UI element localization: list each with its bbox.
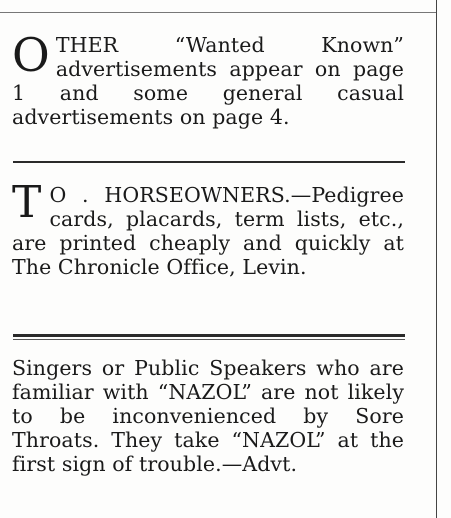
drop-cap: T — [12, 177, 42, 228]
double-rule-bottom — [13, 339, 405, 340]
nazol-advertisement — [12, 356, 404, 476]
divider-rule — [13, 161, 405, 163]
double-rule-top — [13, 334, 405, 337]
wanted-known-notice — [12, 28, 404, 129]
advertisement-text: Singers or Public Speakers who are familiar with “NAZOL” are not likely to be inconvenienced by Sore Throats. They take “NAZOL” at the first sign of trouble.—Advt. — [12, 356, 404, 476]
column-rule — [436, 0, 438, 518]
notice-text: THER “Wanted Known” advertisements appear on page 1 and some general casual advertisements on page 4. — [12, 33, 404, 129]
advertisement-text: O . HORSEOWNERS.—Pedigree cards, placards, term lists, etc., are printed cheaply and quickly at The Chronicle Office, Levin. — [12, 183, 404, 279]
drop-cap: O — [12, 28, 50, 82]
top-rule — [0, 12, 437, 13]
horseowners-advertisement — [12, 177, 404, 279]
